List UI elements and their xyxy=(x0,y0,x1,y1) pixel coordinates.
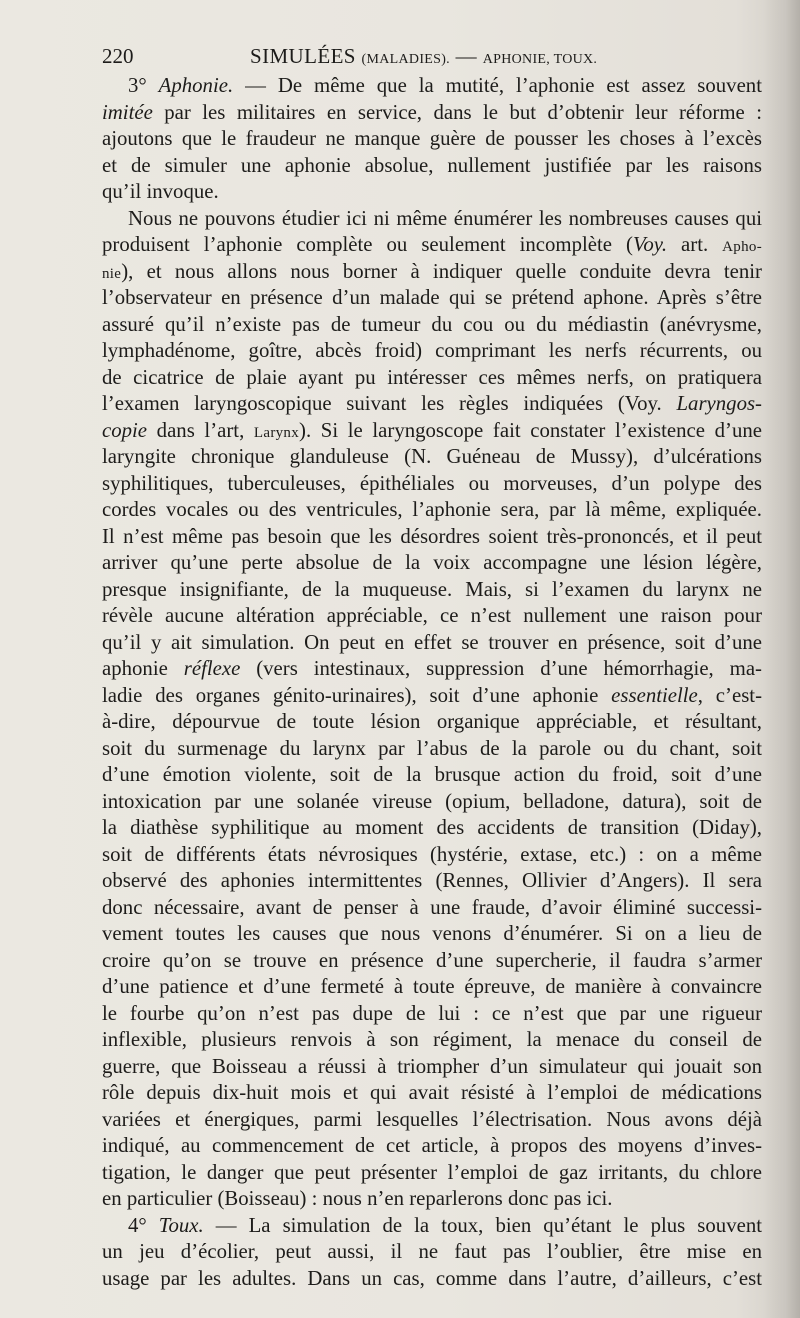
text-span: l’examen laryngoscopique suivant les règles indiquées (Voy. xyxy=(102,392,677,415)
running-header xyxy=(102,40,762,72)
text-line: l’observateur en présence d’un malade qui se prétend aphone. Après s’être xyxy=(102,286,762,309)
text-line: Il n’est même pas besoin que les désordres soient très-prononcés, et il peut xyxy=(102,524,762,548)
section-number: 4° xyxy=(128,1213,159,1237)
text-line: arriver qu’une perte absolue de la voix accompagne une lésion légère, xyxy=(102,551,762,574)
text-line: croire qu’on se trouve en présence d’une supercherie, il faudra s’armer xyxy=(102,948,762,972)
section-heading: Toux. xyxy=(158,1213,204,1237)
page-edge-shadow xyxy=(764,0,800,1318)
text-line: qu’il y ait simulation. On peut en effet se trouver en présence, soit d’une xyxy=(102,630,762,654)
text-span: , c’est- xyxy=(697,683,762,707)
text-line: révèle aucune altération appréciable, ce n’est nullement une raison pour xyxy=(102,604,762,627)
text-span: — La simulation de la toux, bien qu’étant le plus souvent xyxy=(203,1213,762,1237)
text-line xyxy=(102,73,762,100)
small-caps-term: Apho- xyxy=(722,239,762,255)
text-span: aphonie xyxy=(102,657,184,680)
text-line: qu’il invoque. xyxy=(102,180,219,203)
text-line: laryngite chronique glanduleuse (N. Guéneau de Mussy), d’ulcérations xyxy=(102,445,762,468)
text-span: ), et nous allons nous borner à indiquer quelle conduite devra tenir xyxy=(121,259,762,283)
text-line xyxy=(102,656,762,683)
running-title-dash: — xyxy=(455,44,478,68)
running-title-section: APHONIE, TOUX. xyxy=(482,52,598,67)
text-line: soit de différents états névrosiques (hystérie, extase, etc.) : on a même xyxy=(102,842,762,866)
text-line xyxy=(102,683,762,710)
italic-term: imitée xyxy=(102,100,153,124)
text-line: la diathèse syphilitique au moment des accidents de transition (Diday), xyxy=(102,816,762,839)
text-line: en particulier (Boisseau) : nous n’en reparlerons donc pas ici. xyxy=(102,1187,613,1210)
text-line xyxy=(102,1213,762,1240)
text-line: et de simuler une aphonie absolue, nullement justifiée par les raisons xyxy=(102,153,762,177)
text-line: presque insignifiante, de la muqueuse. Mais, si l’examen du larynx ne xyxy=(102,577,762,601)
text-span: (vers intestinaux, suppression d’une hémorrhagie, ma- xyxy=(240,657,762,680)
text-line: syphilitiques, tuberculeuses, épithéliales ou morveuses, d’un polype des xyxy=(102,471,762,495)
small-caps-term: Larynx xyxy=(253,424,300,441)
text-line: le fourbe qu’on n’est pas dupe de lui : ce n’est que par une rigueur xyxy=(102,1001,762,1025)
text-line xyxy=(102,418,762,445)
text-line: un jeu d’écolier, peut aussi, il ne faut pas l’oublier, être mise en xyxy=(102,1240,762,1263)
text-line: cordes vocales ou des ventricules, l’aphonie sera, par là même, expliquée. xyxy=(102,498,762,521)
text-line: rôle depuis dix-huit mois et qui avait résisté à l’emploi de médications xyxy=(102,1081,762,1104)
text-line: observé des aphonies intermittentes (Rennes, Ollivier d’Angers). Il sera xyxy=(102,869,762,892)
section-number: 3° xyxy=(128,74,159,97)
text-line: usage par les adultes. Dans un cas, comme dans l’autre, d’ailleurs, c’est xyxy=(102,1266,762,1290)
running-title xyxy=(250,40,597,76)
italic-term: Voy. xyxy=(632,233,668,256)
running-title-main: SIMULÉES xyxy=(250,44,356,68)
page-number: 220 xyxy=(102,44,134,68)
text-line: intoxication par une solanée vireuse (opium, belladone, datura), soit de xyxy=(102,789,762,813)
text-span: art. xyxy=(667,233,723,256)
text-span: par les militaires en service, dans le but d’obtenir leur réforme : xyxy=(152,100,762,124)
text-span: produisent l’aphonie complète ou seulement incomplète ( xyxy=(102,233,633,256)
text-line: de cicatrice de plaie ayant pu intéresser ces mêmes nerfs, on pratiquera xyxy=(102,365,762,389)
italic-term: réflexe xyxy=(183,657,241,680)
italic-term: copie xyxy=(102,418,148,442)
text-line: d’une patience et d’une fermeté à toute épreuve, de manière à convaincre xyxy=(102,975,762,998)
text-line xyxy=(102,100,762,127)
text-line: assuré qu’il n’existe pas de tumeur du cou ou du médiastin (anévrysme, xyxy=(102,312,762,336)
text-line: ajoutons que le fraudeur ne manque guère de pousser les choses à l’excès xyxy=(102,127,762,150)
text-line: Nous ne pouvons étudier ici ni même énumérer les nombreuses causes qui xyxy=(128,206,762,230)
text-line: soit du surmenage du larynx par l’abus de la parole ou du chant, soit xyxy=(102,736,762,760)
text-line: donc nécessaire, avant de penser à une fraude, d’avoir éliminé successi- xyxy=(102,895,762,919)
text-span: ladie des organes génito-urinaires), soit d’une aphonie xyxy=(102,683,612,707)
text-line xyxy=(102,391,762,418)
text-line: tigation, le danger que peut présenter l’emploi de gaz irritants, du chlore xyxy=(102,1160,762,1184)
text-span: dans l’art, xyxy=(147,418,254,442)
small-caps-term: nie xyxy=(102,265,122,282)
text-line: indiqué, au commencement de cet article, à propos des moyens d’inves- xyxy=(102,1134,762,1157)
text-line: inflexible, plusieurs renvois à son régiment, la menace du conseil de xyxy=(102,1028,762,1051)
text-line: d’une émotion violente, soit de la brusque action du froid, soit d’une xyxy=(102,763,762,786)
text-line: guerre, que Boisseau a réussi à triompher d’un simulateur qui jouait son xyxy=(102,1054,762,1078)
text-line: à-dire, dépourvue de toute lésion organique appréciable, et résultant, xyxy=(102,710,762,733)
section-heading: Aphonie. xyxy=(158,74,234,97)
text-line: variées et énergiques, parmi lesquelles l’électrisation. Nous avons déjà xyxy=(102,1107,762,1131)
italic-term: Laryngos- xyxy=(676,392,762,415)
italic-term: essentielle xyxy=(611,683,698,707)
text-span: ). Si le laryngoscope fait constater l’existence d’une xyxy=(299,418,762,442)
text-span: — De même que la mutité, l’aphonie est assez souvent xyxy=(233,74,762,97)
text-line: lymphadénome, goître, abcès froid) comprimant les nerfs récurrents, ou xyxy=(102,339,762,362)
text-line xyxy=(102,232,762,259)
body-text xyxy=(102,73,762,1292)
text-line: vement toutes les causes que nous venons d’énumérer. Si on a lieu de xyxy=(102,922,762,945)
text-line xyxy=(102,259,762,286)
running-title-subtitle: (MALADIES). xyxy=(361,52,450,67)
